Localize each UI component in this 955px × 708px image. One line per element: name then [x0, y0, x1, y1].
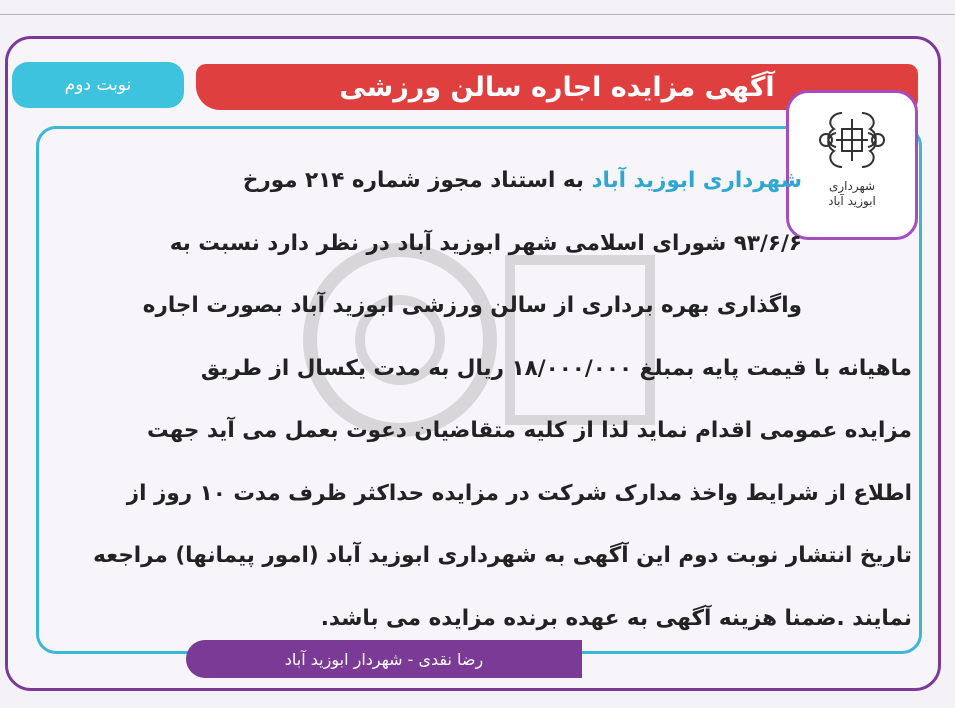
- body-line-6: اطلاع از شرایط واخذ مدارک شرکت در مزایده حداکثر ظرف مدت ۱۰ روز از: [126, 480, 912, 506]
- body-line-8: نمایند .ضمنا هزینه آگهی به عهده برنده مزایده می باشد.: [320, 605, 912, 631]
- body-line-7: تاریخ انتشار نوبت دوم این آگهی به شهرداری ابوزید آباد (امور پیمانها) مراجعه: [93, 543, 912, 568]
- municipality-name: شهرداری ابوزید آباد: [591, 168, 802, 193]
- logo-line2: ابوزید آباد: [828, 194, 876, 208]
- body-line-1: [46, 150, 802, 213]
- body-line-3: واگذاری بهره برداری از سالن ورزشی ابوزید آباد بصورت اجاره: [142, 293, 802, 318]
- body-line-1-rest: به استناد مجوز شماره ۲۱۴ مورخ: [242, 168, 592, 193]
- notice-body: [46, 150, 912, 650]
- logo-line1: شهرداری: [828, 179, 876, 193]
- body-line-4: ماهیانه با قیمت پایه بمبلغ ۱۸/۰۰۰/۰۰۰ ریال به مدت یکسال از طریق: [200, 355, 912, 381]
- body-line-2: ۹۳/۶/۶ شورای اسلامی شهر ابوزید آباد در نظر دارد نسبت به: [169, 230, 802, 256]
- signature-bar: [186, 640, 582, 678]
- body-line-5: مزایده عمومی اقدام نماید لذا از کلیه متقاضیان دعوت بعمل می آید جهت: [146, 418, 912, 443]
- round-badge-label: نوبت دوم: [64, 75, 132, 95]
- top-divider: [0, 14, 955, 15]
- round-badge: [12, 62, 184, 108]
- notice-title: آگهی مزایده اجاره سالن ورزشی: [339, 71, 775, 103]
- signature-text: رضا نقدی - شهردار ابوزید آباد: [284, 649, 484, 669]
